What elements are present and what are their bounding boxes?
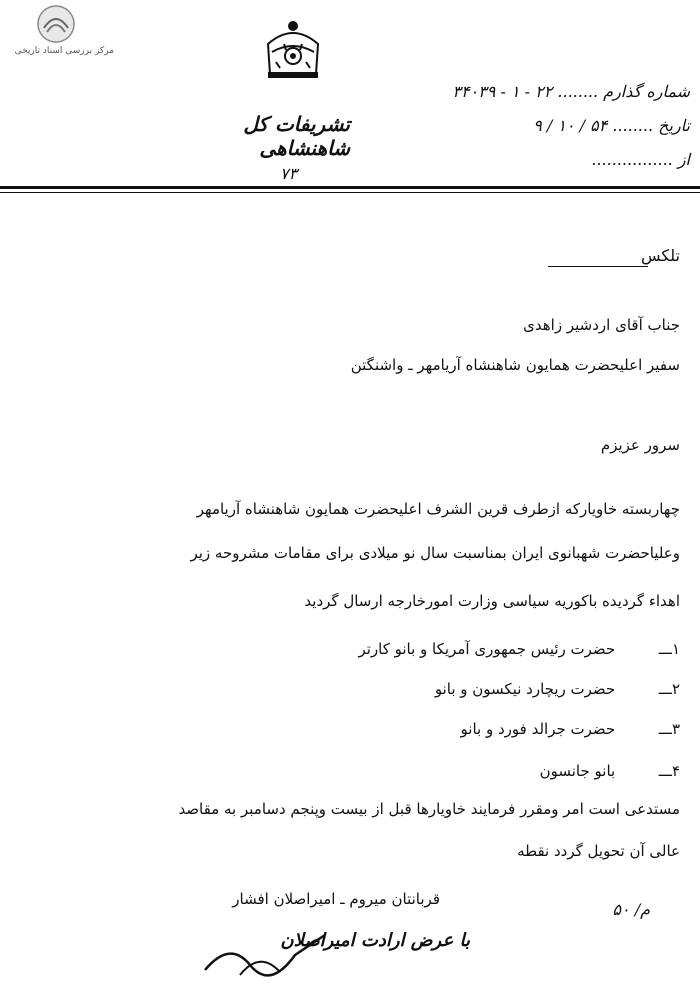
body-line-3: اهداء گردیده باکوریه سیاسی وزارت امورخارجه ارسال گردید	[304, 592, 680, 610]
list-item-number: ۴ـــ	[658, 762, 680, 780]
office-title: تشریفات کل شاهنشاهی	[243, 112, 350, 160]
number-dots: ........	[557, 82, 599, 101]
number-value: ۲۲ - ۱ - ۳۴۰۳۹	[452, 82, 553, 101]
recipient-name: جناب آقای اردشیر زاهدی	[523, 316, 680, 334]
watermark-text: مرکز بررسی اسناد تاریخی	[14, 46, 114, 56]
signature-handwritten: با عرض ارادت امیراصلان	[280, 930, 470, 951]
list-item-text: حضرت جرالد فورد و بانو	[460, 720, 616, 738]
body-line-1: چهاربسته خاویارکه ازطرف قرین الشرف اعلیحضرت همایون شاهنشاه آریامهر	[196, 500, 680, 518]
list-item-text: حضرت ریچارد نیکسون و بانو	[434, 680, 616, 698]
telex-underline	[548, 266, 648, 267]
letter-number-row	[390, 82, 690, 101]
date-value: ۵۴ / ۱۰ / ۹	[533, 116, 608, 135]
header-divider	[0, 186, 700, 189]
list-item	[200, 762, 680, 780]
list-item	[200, 680, 680, 698]
salutation: سرور عزیزم	[600, 436, 680, 454]
list-item-number: ۲ـــ	[658, 680, 680, 698]
archive-watermark	[4, 4, 114, 62]
signature-flourish-icon	[200, 930, 330, 980]
attachment-dots: ................	[591, 150, 673, 169]
list-item	[200, 720, 680, 738]
attachment-label: از	[677, 150, 690, 169]
telex-label	[520, 246, 680, 265]
body-line-2: وعلیاحضرت شهبانوی ایران بمناسبت سال نو میلادی برای مقامات مشروحه زیر	[190, 544, 680, 562]
closing-line-1: مستدعی است امر ومقرر فرمایند خاویارها قبل از بیست وپنجم دسامبر به مقاصد	[178, 800, 680, 818]
list-item-number: ۳ـــ	[658, 720, 680, 738]
number-label: شماره گذارم	[603, 82, 690, 101]
telex-label-text: تلکس	[641, 246, 680, 265]
date-dots: ........	[612, 116, 654, 135]
page-number: ۷۳	[280, 164, 298, 183]
list-item	[200, 640, 680, 658]
list-item-text: حضرت رئیس جمهوری آمریکا و بانو کارتر	[358, 640, 616, 658]
signature-initials: م/ ۵۰	[612, 900, 650, 919]
list-item-number: ۱ـــ	[658, 640, 680, 658]
signature-typed-name: قربانتان میروم ـ امیراصلان افشار	[232, 890, 440, 908]
list-item-text: بانو جانسون	[539, 762, 616, 780]
archive-logo-icon	[36, 4, 76, 44]
letter-date-row	[390, 116, 690, 135]
letter-attachment-row	[390, 150, 690, 169]
closing-line-2: عالی آن تحویل گردد نقطه	[517, 842, 680, 860]
date-label: تاریخ	[658, 116, 690, 135]
crown-emblem-icon	[258, 14, 328, 82]
header-divider-thin	[0, 192, 700, 193]
recipient-title: سفیر اعلیحضرت همایون شاهنشاه آریامهر ـ واشنگتن	[350, 356, 680, 374]
